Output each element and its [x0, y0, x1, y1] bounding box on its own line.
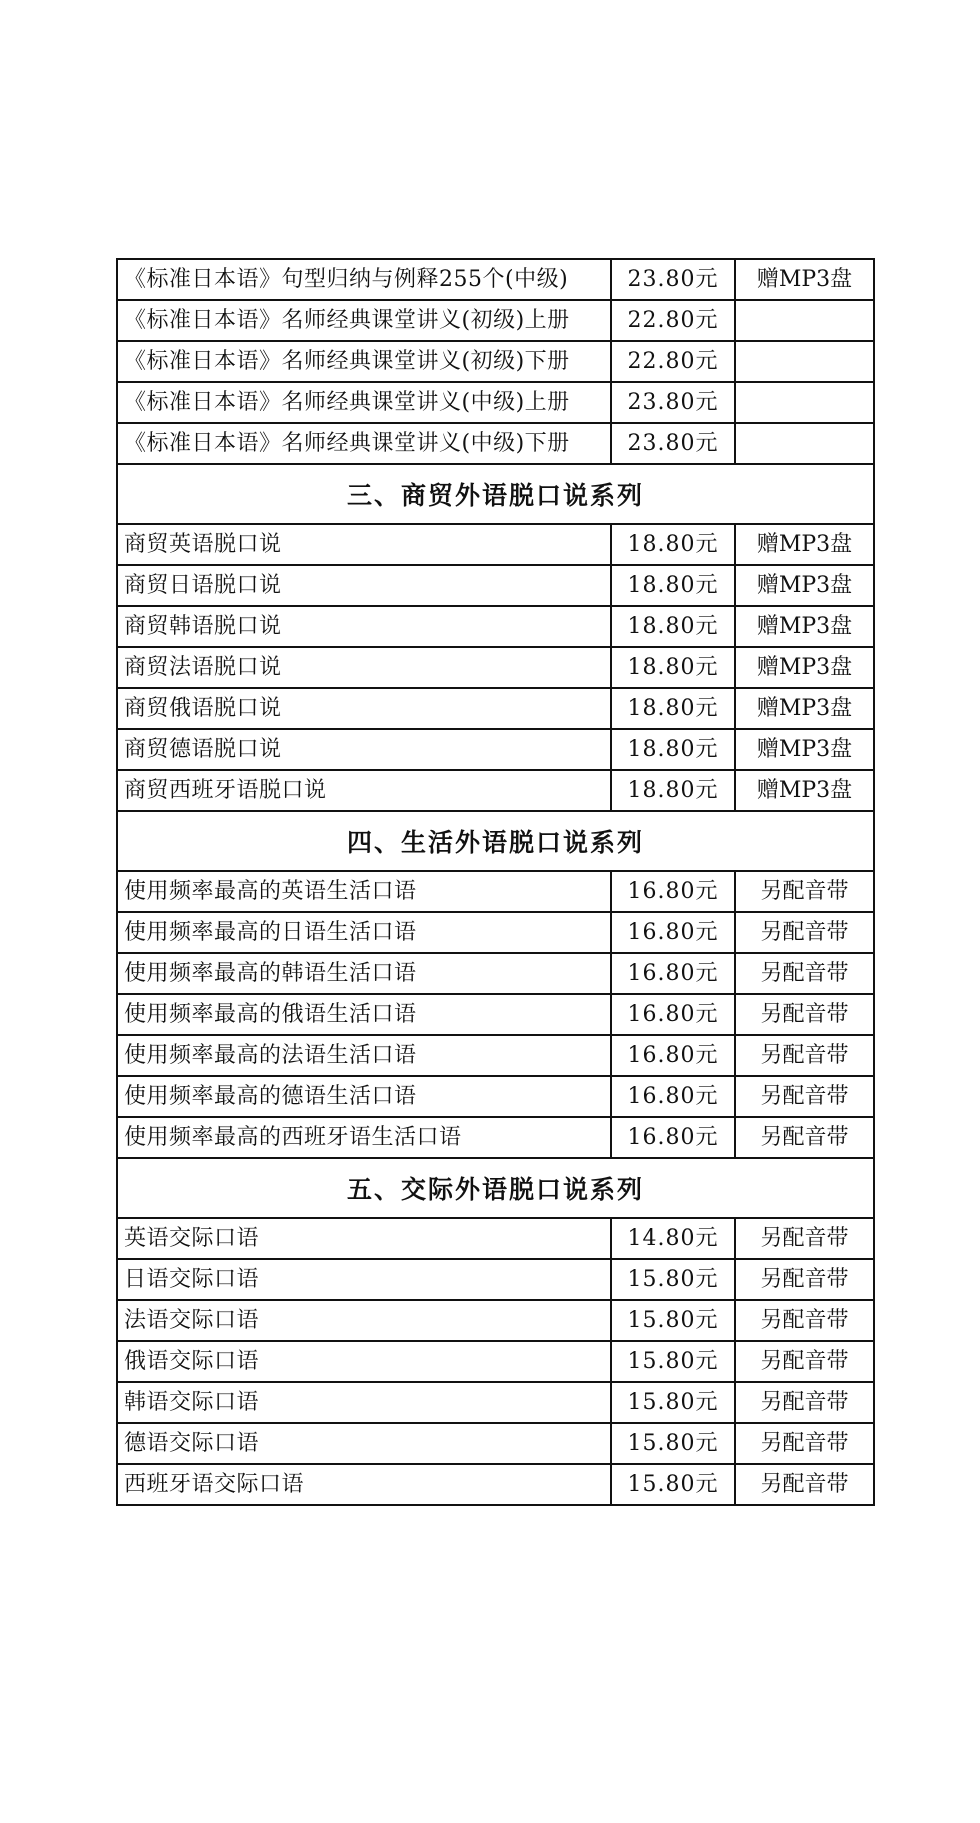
section-title: 四、生活外语脱口说系列: [346, 828, 644, 857]
book-title-cell: 商贸日语脱口说: [118, 566, 612, 605]
note-cell: 赠MP3盘: [756, 572, 853, 598]
book-title-cell: 使用频率最高的英语生活口语: [118, 872, 612, 911]
table-row: [118, 913, 873, 954]
table-row: [118, 525, 873, 566]
price-cell: 23.80元: [612, 424, 736, 463]
note-cell: 赠MP3盘: [756, 654, 853, 680]
price-cell: 16.80元: [612, 995, 736, 1034]
price-cell: 22.80元: [612, 301, 736, 340]
table-row: [118, 383, 873, 424]
price-cell: 15.80元: [612, 1260, 736, 1299]
note-cell: 另配音带: [760, 1389, 849, 1415]
table-row: [118, 260, 873, 301]
note-cell: 赠MP3盘: [756, 613, 853, 639]
note-cell: [736, 342, 873, 381]
price-cell: 18.80元: [612, 730, 736, 769]
section-title: 五、交际外语脱口说系列: [346, 1175, 644, 1204]
price-cell: 15.80元: [612, 1383, 736, 1422]
book-title-cell: 《标准日本语》名师经典课堂讲义(初级)下册: [118, 342, 612, 381]
book-title-cell: 商贸法语脱口说: [118, 648, 612, 687]
price-cell: 22.80元: [612, 342, 736, 381]
note-cell: 另配音带: [760, 1083, 849, 1109]
price-cell: 16.80元: [612, 954, 736, 993]
price-cell: 18.80元: [612, 771, 736, 810]
price-cell: 23.80元: [612, 260, 736, 299]
table-row: [118, 995, 873, 1036]
table-row: [118, 607, 873, 648]
book-title-cell: 使用频率最高的法语生活口语: [118, 1036, 612, 1075]
table-row: [118, 1260, 873, 1301]
section-header: [118, 1159, 873, 1219]
table-row: [118, 1342, 873, 1383]
price-cell: 23.80元: [612, 383, 736, 422]
table-row: [118, 648, 873, 689]
table-row: [118, 771, 873, 812]
book-title-cell: 《标准日本语》句型归纳与例释255个(中级): [118, 260, 612, 299]
table-row: [118, 1301, 873, 1342]
book-title-cell: 俄语交际口语: [118, 1342, 612, 1381]
price-cell: 15.80元: [612, 1465, 736, 1504]
book-title-cell: 商贸西班牙语脱口说: [118, 771, 612, 810]
note-cell: 另配音带: [760, 1225, 849, 1251]
table-row: [118, 424, 873, 465]
book-title-cell: 商贸俄语脱口说: [118, 689, 612, 728]
note-cell: 赠MP3盘: [756, 266, 853, 292]
price-cell: 18.80元: [612, 648, 736, 687]
price-cell: 18.80元: [612, 566, 736, 605]
note-cell: [736, 301, 873, 340]
book-title-cell: 英语交际口语: [118, 1219, 612, 1258]
note-cell: 赠MP3盘: [756, 531, 853, 557]
note-cell: 另配音带: [760, 1266, 849, 1292]
note-cell: 另配音带: [760, 1042, 849, 1068]
table-row: [118, 730, 873, 771]
book-title-cell: 商贸英语脱口说: [118, 525, 612, 564]
price-cell: 15.80元: [612, 1342, 736, 1381]
book-title-cell: 使用频率最高的日语生活口语: [118, 913, 612, 952]
table-row: [118, 1077, 873, 1118]
note-cell: 另配音带: [760, 919, 849, 945]
price-cell: 16.80元: [612, 1077, 736, 1116]
table-row: [118, 1219, 873, 1260]
note-cell: 赠MP3盘: [756, 777, 853, 803]
price-cell: 18.80元: [612, 689, 736, 728]
table-row: [118, 954, 873, 995]
note-cell: 另配音带: [760, 1001, 849, 1027]
price-cell: 16.80元: [612, 913, 736, 952]
price-cell: 15.80元: [612, 1424, 736, 1463]
price-cell: 15.80元: [612, 1301, 736, 1340]
section-header: [118, 465, 873, 525]
table-row: [118, 1036, 873, 1077]
price-cell: 14.80元: [612, 1219, 736, 1258]
book-title-cell: 《标准日本语》名师经典课堂讲义(初级)上册: [118, 301, 612, 340]
note-cell: 另配音带: [760, 1124, 849, 1150]
price-cell: 18.80元: [612, 607, 736, 646]
price-cell: 18.80元: [612, 525, 736, 564]
book-title-cell: 日语交际口语: [118, 1260, 612, 1299]
note-cell: 赠MP3盘: [756, 736, 853, 762]
table-row: [118, 1424, 873, 1465]
book-title-cell: 使用频率最高的西班牙语生活口语: [118, 1118, 612, 1157]
price-cell: 16.80元: [612, 872, 736, 911]
table-row: [118, 1118, 873, 1159]
price-cell: 16.80元: [612, 1036, 736, 1075]
note-cell: 另配音带: [760, 1348, 849, 1374]
table-row: [118, 872, 873, 913]
section-title: 三、商贸外语脱口说系列: [346, 481, 644, 510]
note-cell: 另配音带: [760, 1471, 849, 1497]
book-title-cell: 使用频率最高的韩语生活口语: [118, 954, 612, 993]
book-title-cell: 使用频率最高的德语生活口语: [118, 1077, 612, 1116]
book-title-cell: 商贸德语脱口说: [118, 730, 612, 769]
book-title-cell: 商贸韩语脱口说: [118, 607, 612, 646]
table-row: [118, 1383, 873, 1424]
book-title-cell: 《标准日本语》名师经典课堂讲义(中级)上册: [118, 383, 612, 422]
section-header: [118, 812, 873, 872]
table-row: [118, 1465, 873, 1506]
note-cell: 另配音带: [760, 960, 849, 986]
note-cell: [736, 424, 873, 463]
book-title-cell: 使用频率最高的俄语生活口语: [118, 995, 612, 1034]
table-row: [118, 566, 873, 607]
note-cell: 另配音带: [760, 1430, 849, 1456]
price-cell: 16.80元: [612, 1118, 736, 1157]
note-cell: [736, 383, 873, 422]
book-title-cell: 《标准日本语》名师经典课堂讲义(中级)下册: [118, 424, 612, 463]
table-row: [118, 342, 873, 383]
note-cell: 另配音带: [760, 878, 849, 904]
note-cell: 另配音带: [760, 1307, 849, 1333]
book-title-cell: 德语交际口语: [118, 1424, 612, 1463]
note-cell: 赠MP3盘: [756, 695, 853, 721]
table-row: [118, 689, 873, 730]
price-table: [116, 258, 875, 1506]
table-row: [118, 301, 873, 342]
book-title-cell: 西班牙语交际口语: [118, 1465, 612, 1504]
book-title-cell: 法语交际口语: [118, 1301, 612, 1340]
book-title-cell: 韩语交际口语: [118, 1383, 612, 1422]
